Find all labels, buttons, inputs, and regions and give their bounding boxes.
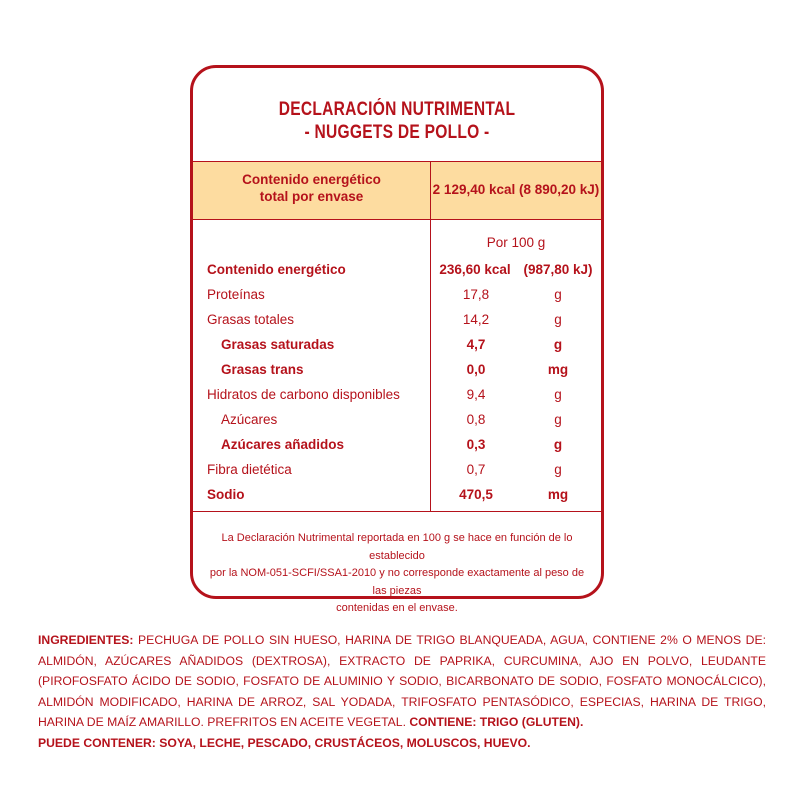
nutrient-value: 236,60 kcal bbox=[439, 262, 511, 277]
panel-title bbox=[230, 98, 565, 144]
nutrient-unit: g bbox=[554, 312, 562, 327]
table-bottom-divider bbox=[193, 511, 601, 512]
energy-total-band bbox=[193, 161, 601, 220]
nutrient-value: 17,8 bbox=[462, 287, 490, 302]
nutrition-facts-panel bbox=[190, 65, 604, 614]
nutrient-unit: g bbox=[554, 462, 562, 477]
nutrient-name: Contenido energético bbox=[207, 262, 346, 277]
nutrient-unit: g bbox=[554, 387, 562, 402]
energy-total-value: 2 129,40 kcal (8 890,20 kJ) bbox=[432, 182, 600, 197]
note-line-2: por la NOM-051-SCFI/SSA1-2010 y no corresponde exactamente al peso de las piezas bbox=[209, 567, 585, 597]
nutrient-name: Azúcares bbox=[221, 412, 278, 427]
nutrient-row-added-sugars bbox=[193, 432, 601, 457]
nutrient-value: 4,7 bbox=[466, 337, 486, 352]
energy-total-label bbox=[193, 171, 430, 205]
nutrient-unit: g bbox=[553, 337, 563, 352]
nutrient-row-saturated-fat bbox=[193, 332, 601, 357]
ingredients-heading: INGREDIENTES: bbox=[38, 633, 134, 647]
nutrient-row-protein bbox=[193, 282, 601, 307]
nutrient-name: Proteínas bbox=[207, 287, 265, 302]
ingredients-block bbox=[38, 630, 766, 753]
energy-total-label-line-2: total por envase bbox=[259, 189, 364, 204]
nutrient-value: 0,7 bbox=[466, 462, 486, 477]
title-line-1: DECLARACIÓN NUTRIMENTAL bbox=[278, 99, 516, 120]
nutrient-unit: mg bbox=[547, 487, 569, 502]
nutrient-name: Fibra dietética bbox=[207, 462, 292, 477]
nutrient-name: Hidratos de carbono disponibles bbox=[207, 387, 400, 402]
nutrient-unit: (987,80 kJ) bbox=[523, 262, 593, 277]
nutrient-unit: g bbox=[554, 412, 562, 427]
nutrient-row-sugars bbox=[193, 407, 601, 432]
nutrient-unit: g bbox=[553, 437, 563, 452]
contains-allergens: CONTIENE: TRIGO (GLUTEN). bbox=[409, 715, 584, 729]
note-line-3: contenidas en el envase. bbox=[336, 602, 458, 614]
nutrient-unit: mg bbox=[547, 362, 569, 377]
nutrient-row-carbohydrates bbox=[193, 382, 601, 407]
nutrient-name: Azúcares añadidos bbox=[221, 437, 345, 452]
per-100g-header: Por 100 g bbox=[486, 235, 546, 250]
nutrient-row-energy bbox=[193, 257, 601, 282]
ingredients-text: PECHUGA DE POLLO SIN HUESO, HARINA DE TRIGO BLANQUEADA, AGUA, CONTIENE 2% O MENOS DE: ALMIDÓN, AZÚCARES AÑADIDOS (DEXTROSA), EXTRACTO DE PAPRIKA, CURCUMINA, AJO EN POLVO, LEUDANTE (PIROFOSFATO ÁCIDO DE SODIO, FOSFATO DE ALUMINIO Y SODIO, BICARBONATO DE SODIO, FOSFATO MONOCÁLCICO), ALMIDÓN MODIFICADO, HARINA DE ARROZ, SAL YODADA, TRIFOSFATO PENTASÓDICO, ESPECIAS, HARINA DE TRIGO, HARINA DE MAÍZ AMARILLO. PREFRITOS EN ACEITE VEGETAL. bbox=[38, 633, 766, 729]
nutrient-name: Grasas trans bbox=[221, 362, 304, 377]
title-line-2: - NUGGETS DE POLLO - bbox=[304, 122, 490, 143]
nutrient-name: Grasas totales bbox=[207, 312, 295, 327]
nutrient-row-fiber bbox=[193, 457, 601, 482]
nutrient-value: 0,8 bbox=[466, 412, 486, 427]
may-contain-allergens: PUEDE CONTENER: SOYA, LECHE, PESCADO, CRUSTÁCEOS, MOLUSCOS, HUEVO. bbox=[38, 735, 531, 750]
nutrient-unit: g bbox=[554, 287, 562, 302]
nutrient-value: 9,4 bbox=[466, 387, 486, 402]
note-line-1: La Declaración Nutrimental reportada en 100 g se hace en función de lo establecido bbox=[221, 532, 573, 562]
nutrient-row-trans-fat bbox=[193, 357, 601, 382]
nutrient-row-sodium bbox=[193, 482, 601, 507]
nutrient-value: 0,0 bbox=[466, 362, 486, 377]
nutrient-value: 14,2 bbox=[462, 312, 490, 327]
regulatory-note bbox=[207, 530, 587, 618]
nutrient-row-total-fat bbox=[193, 307, 601, 332]
nutrient-value: 0,3 bbox=[466, 437, 486, 452]
nutrient-name: Grasas saturadas bbox=[221, 337, 335, 352]
energy-total-label-line-1: Contenido energético bbox=[242, 172, 381, 187]
nutrient-value: 470,5 bbox=[459, 487, 493, 502]
nutrient-name: Sodio bbox=[207, 487, 245, 502]
